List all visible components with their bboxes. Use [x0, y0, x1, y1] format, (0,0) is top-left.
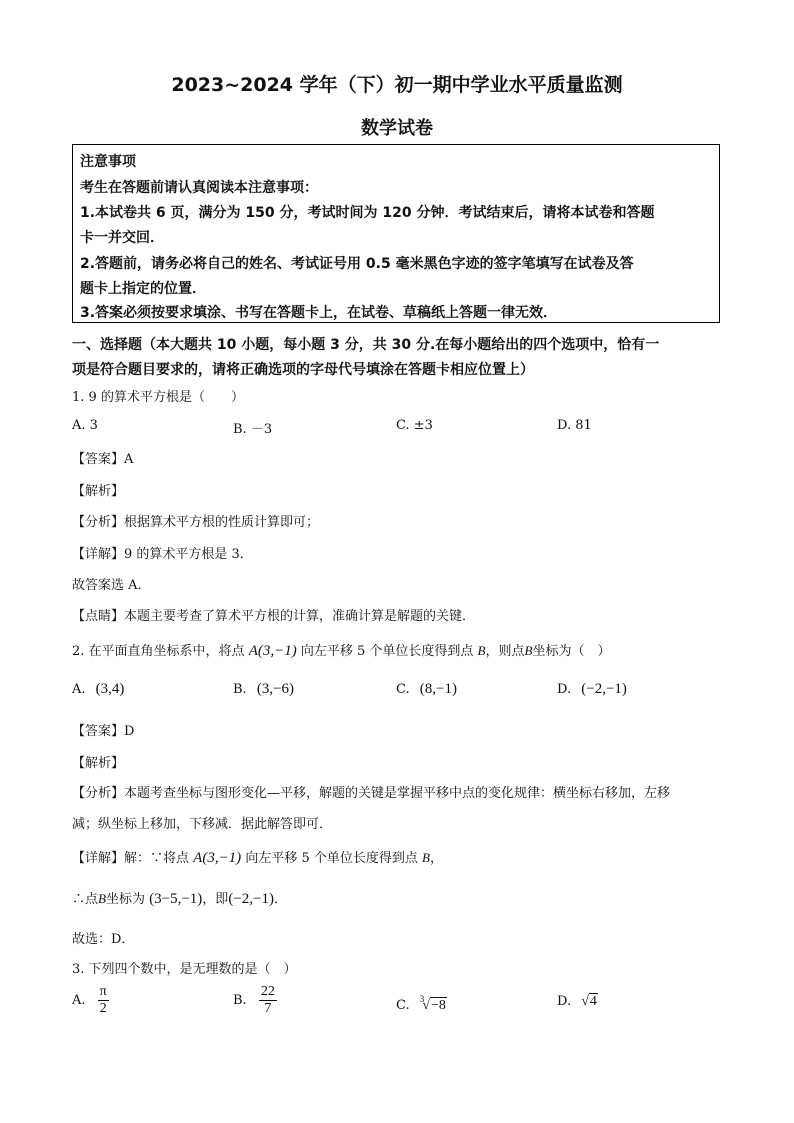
- q2-option-d-label: D.: [557, 682, 572, 697]
- q3-option-d: [557, 994, 598, 1010]
- q2-stem-pre: 2. 在平面直角坐标系中，将点: [72, 644, 245, 659]
- q2-stem-point-b2: B: [524, 643, 533, 658]
- q1-option-b: B. －3: [233, 422, 273, 437]
- notice-item-3: 3.答案必须按要求填涂、书写在答题卡上，在试卷、草稿纸上答题一律无效．: [80, 305, 558, 321]
- q2-xiangjie-mid: 向左平移 5 个单位长度得到点: [245, 851, 418, 866]
- q3-option-a-fraction: [98, 984, 109, 1017]
- notice-item-1-line1: 1.本试卷共 6 页，满分为 150 分，考试时间为 120 分钟．考试结束后，请将本试卷和答题: [80, 205, 655, 221]
- q3-option-c-label: C.: [396, 998, 410, 1013]
- q3-option-b: [233, 984, 277, 1017]
- q2-option-d-value: (−2,−1): [581, 681, 627, 697]
- q2-option-b: [233, 681, 294, 698]
- q3-option-d-square-root: √4: [581, 994, 597, 1009]
- q2-therefore-mid: 坐标为: [105, 892, 145, 907]
- q2-stem-post: 坐标为（ ）: [532, 644, 611, 659]
- q1-dianjing: 【点睛】本题主要考查了算术平方根的计算，准确计算是解题的关键．: [72, 609, 476, 624]
- q1-xiangjie: 【详解】9 的算术平方根是 3．: [72, 547, 253, 562]
- q2-therefore-result: (−2,−1): [228, 891, 274, 907]
- q3-option-a-label: A.: [72, 993, 86, 1008]
- q2-xiangjie-point-b: B: [422, 850, 430, 865]
- section-heading-line2: 项是符合题目要求的，请将正确选项的字母代号填涂在答题卡相应位置上）: [72, 362, 534, 378]
- q1-answer: 【答案】A: [72, 452, 134, 467]
- notice-item-1-line2: 卡一并交回．: [80, 230, 164, 246]
- q2-answer: 【答案】D: [72, 724, 135, 739]
- q3-option-c-root-index: 3: [419, 994, 425, 1004]
- q2-xiangjie: [72, 847, 443, 867]
- q3-option-d-radicand: 4: [589, 994, 597, 1009]
- q2-fenxi-line1: 【分析】本题考查坐标与图形变化—平移，解题的关键是掌握平移中点的变化规律：横坐标右移加，左移: [72, 786, 671, 801]
- q1-option-d: D. 81: [557, 418, 592, 433]
- q2-therefore: [72, 888, 287, 908]
- q3-option-a: [72, 984, 109, 1017]
- q2-therefore-end: ．: [273, 892, 287, 907]
- exam-subtitle: 数学试卷: [361, 118, 433, 139]
- q2-therefore-expr: (3−5,−1): [149, 891, 203, 907]
- exam-title: 2023~2024 学年（下）初一期中学业水平质量监测: [171, 74, 623, 96]
- q2-option-b-value: (3,−6): [256, 681, 295, 697]
- q2-conclusion: 故选：D．: [72, 932, 135, 947]
- q1-fenxi: 【分析】根据算术平方根的性质计算即可；: [72, 515, 320, 530]
- q2-stem: [72, 640, 610, 660]
- q3-option-c-cube-root: $^3$√−8: [419, 994, 446, 1013]
- q2-option-a-label: A.: [72, 682, 86, 697]
- q3-option-a-denominator: 2: [99, 1001, 107, 1016]
- q2-option-d: [557, 681, 627, 698]
- section-heading-line1: 一、选择题（本大题共 10 小题，每小题 3 分，共 30 分.在每小题给出的四个选项中，恰有一: [72, 337, 660, 353]
- q3-option-a-numerator: π: [99, 984, 107, 999]
- q2-therefore-mid2: ，即: [202, 892, 229, 907]
- q1-option-a: A. 3: [72, 418, 98, 433]
- q3-option-b-numerator: 22: [260, 984, 275, 999]
- q2-stem-mid2: ，则点: [485, 644, 525, 659]
- q2-option-c-label: C.: [396, 682, 410, 697]
- q1-option-c: C. ±3: [396, 418, 433, 433]
- q1-stem: 1. 9 的算术平方根是（ ）: [72, 390, 244, 405]
- notice-heading: 注意事项: [80, 154, 136, 170]
- q3-stem: 3. 下列四个数中，是无理数的是（ ）: [72, 962, 297, 977]
- notice-intro: 考生在答题前请认真阅读本注意事项：: [80, 180, 318, 196]
- q2-therefore-pre: ∴点: [72, 892, 99, 907]
- q2-xiangjie-point: A(3,−1): [193, 850, 242, 866]
- q3-option-d-label: D.: [557, 994, 572, 1009]
- q2-therefore-point-b: B: [98, 891, 106, 906]
- notice-item-2-line2: 题卡上指定的位置．: [80, 281, 206, 297]
- q2-xiangjie-pre: 【详解】解：∵将点: [72, 851, 190, 866]
- q2-stem-point: A(3,−1): [248, 643, 297, 659]
- q3-option-c-radicand: −8: [430, 998, 446, 1013]
- q3-option-c: [396, 994, 447, 1014]
- q3-option-b-label: B.: [233, 993, 247, 1008]
- q1-conclusion: 故答案选 A．: [72, 578, 151, 593]
- q1-analysis-label: 【解析】: [72, 484, 125, 499]
- q3-option-b-fraction: [259, 984, 277, 1017]
- q2-option-c: [396, 681, 457, 698]
- q2-option-b-label: B.: [233, 682, 247, 697]
- q2-fenxi-line2: 减；纵坐标上移加，下移减．据此解答即可．: [72, 817, 333, 832]
- q2-stem-mid: 向左平移 5 个单位长度得到点: [300, 644, 474, 659]
- notice-item-2-line1: 2.答题前，请务必将自己的姓名、考试证号用 0.5 毫米黑色字迹的签字笔填写在试卷及答: [80, 256, 634, 272]
- q2-option-c-value: (8,−1): [419, 681, 457, 697]
- q2-option-a-value: (3,4): [95, 681, 125, 697]
- q2-option-a: [72, 681, 124, 698]
- q2-xiangjie-post: ，: [429, 851, 443, 866]
- q2-analysis-label: 【解析】: [72, 756, 125, 771]
- q3-option-b-denominator: 7: [264, 1001, 272, 1016]
- q2-stem-point-b: B: [477, 643, 486, 658]
